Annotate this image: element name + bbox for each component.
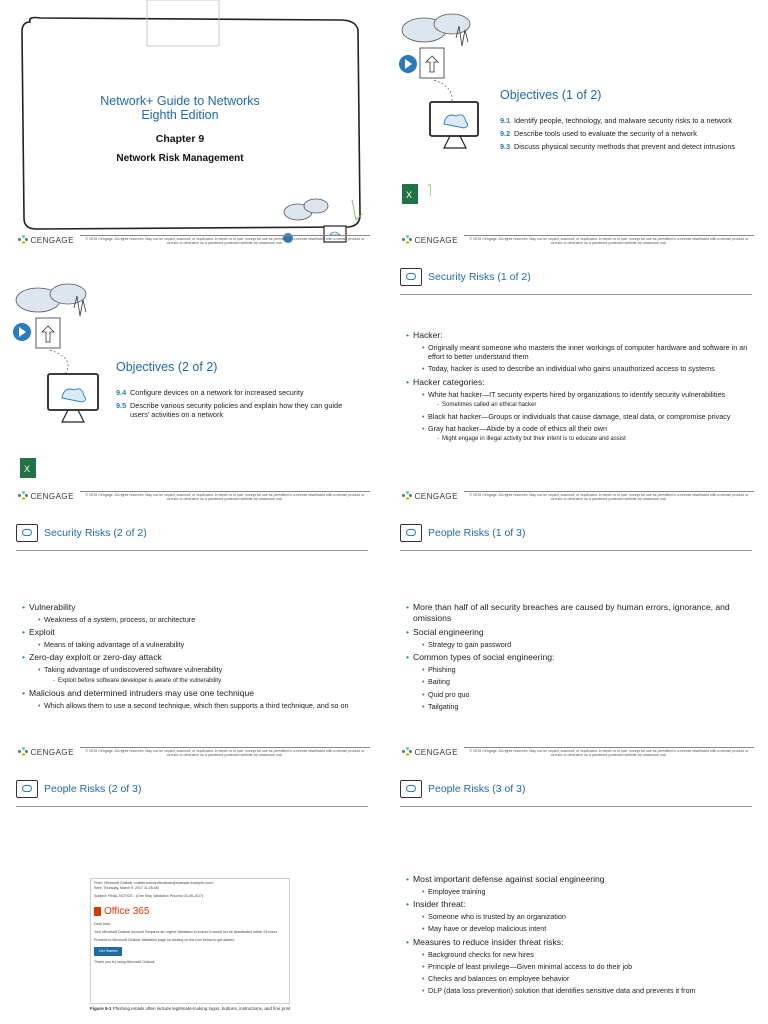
slide-header	[16, 780, 141, 798]
bullet-text: Malicious and determined intruders may use one technique	[29, 687, 254, 698]
bullet-text: Social engineering	[413, 627, 484, 637]
cengage-logo	[18, 491, 74, 501]
sub-bullet-list	[29, 665, 370, 684]
list-item	[22, 688, 370, 710]
list-item: • Background checks for new hires	[422, 950, 754, 959]
chapter-number: Chapter 9	[155, 133, 205, 145]
slide-people-risks-1	[384, 512, 768, 768]
monitor-cloud-icon	[400, 780, 422, 798]
email-body-2: Proceed to Microsoft Outlook Validation page by clicking on the icon below to get started	[94, 938, 235, 942]
svg-text:X: X	[406, 190, 413, 200]
slide-objectives-2	[0, 256, 384, 512]
slide-objectives-1	[384, 0, 768, 256]
objective-item	[116, 388, 356, 397]
monitor-cloud-icon	[400, 524, 422, 542]
sub-bullet-text: Gray hat hacker—Abide by a code of ethics all their own	[428, 424, 607, 434]
bullet-text: Hacker categories:	[413, 376, 485, 387]
slide-people-risks-2	[0, 768, 384, 1024]
objective-number: 9.3	[500, 142, 511, 152]
email-thanks: Thank you for using Microsoft Outlook	[94, 960, 155, 964]
list-item: • Strategy to gain password	[422, 640, 754, 649]
slide-title: Security Risks (1 of 2)	[428, 271, 531, 283]
bullet-list	[22, 602, 370, 713]
monitor-cloud-icon	[400, 268, 422, 286]
slide-security-risks-2	[0, 512, 384, 768]
slide-title: People Risks (3 of 3)	[428, 783, 526, 795]
figure-caption	[90, 1006, 300, 1012]
list-item: - Sometimes called an ethical hacker	[437, 401, 754, 409]
bullet-list	[406, 330, 754, 446]
list-item: • Quid pro quo	[422, 690, 754, 699]
bullet-list	[406, 602, 754, 714]
bullet-text: Hacker:	[413, 330, 443, 340]
list-item	[38, 665, 370, 684]
cengage-wordmark: CENGAGE	[414, 747, 458, 757]
slide-title: Security Risks (2 of 2)	[44, 527, 147, 539]
sub-sub-bullet-list	[44, 677, 370, 685]
figure-label: Figure 9-1	[90, 1006, 112, 1011]
objective-item	[500, 116, 738, 125]
network-doodle	[394, 8, 499, 208]
chapter-title: Network Risk Management	[116, 153, 244, 164]
list-item	[422, 424, 754, 443]
figure-caption-text: Phishing emails often include legitimate-looking logos, buttons, instructions, and fine print	[112, 1006, 291, 1011]
get-started-button[interactable]: Get Started	[94, 947, 122, 956]
sub-bullet-list	[413, 887, 754, 896]
office-logo	[94, 907, 286, 916]
cengage-logo	[402, 491, 458, 501]
slide-footer	[402, 232, 754, 248]
cengage-mark-icon	[402, 747, 411, 757]
list-item: • More than half of all security breaches are caused by human errors, ignorance, and omissions	[406, 602, 754, 624]
slide-header	[16, 524, 147, 542]
sub-bullet-list	[413, 390, 754, 444]
email-greeting: Dear User,	[94, 922, 112, 926]
objective-number: 9.2	[500, 129, 511, 139]
cengage-wordmark: CENGAGE	[30, 747, 74, 757]
list-item	[422, 390, 754, 409]
sub-bullet-list	[413, 950, 754, 996]
network-doodle	[8, 278, 118, 488]
cengage-mark-icon	[18, 235, 27, 245]
list-item	[22, 627, 370, 649]
list-item	[406, 874, 754, 896]
bullet-text: Most important defense against social engineering	[413, 874, 605, 884]
bullet-text: Insider threat:	[413, 899, 466, 910]
list-item: - Might engage in illegal activity but their intent is to educate and assist	[437, 435, 754, 443]
cengage-mark-icon	[402, 491, 411, 501]
list-item: • Originally meant someone who masters the inner workings of computer hardware and software in an effort to better understand them	[422, 343, 754, 361]
sub-bullet-list	[413, 640, 754, 649]
list-item: • Today, hacker is used to describe an individual who gains unauthorized access to systems	[422, 364, 754, 373]
header-divider	[400, 806, 752, 807]
slide-footer	[18, 232, 370, 248]
list-item: • Means of taking advantage of a vulnerability	[38, 640, 370, 649]
email-body-1: Your Microsoft Outlook Account Requires an Urgent Validation to ensure it would not be deactivated within 24 hours	[94, 930, 278, 934]
list-item: • Tailgating	[422, 702, 754, 711]
sub-bullet-text: White hat hacker—IT security experts hired by organizations to identify security vulnerabilities	[428, 389, 726, 399]
email-subject: Subject: FINAL NOTICE - (One Stop Validation Process 03-09-2017)	[94, 894, 204, 898]
list-item	[406, 652, 754, 711]
slide-footer	[18, 744, 370, 760]
header-divider	[16, 806, 368, 807]
cengage-mark-icon	[18, 747, 27, 757]
cengage-logo	[18, 747, 74, 757]
cengage-wordmark: CENGAGE	[30, 491, 74, 501]
phishing-email-figure	[90, 878, 290, 1004]
cengage-logo	[402, 235, 458, 245]
objective-number: 9.5	[116, 401, 127, 411]
cengage-wordmark: CENGAGE	[414, 235, 458, 245]
list-item: • Baiting	[422, 677, 754, 686]
slide-security-risks-1	[384, 256, 768, 512]
bullet-text: Measures to reduce insider threat risks:	[413, 936, 564, 947]
sub-bullet-list	[413, 343, 754, 374]
cengage-wordmark: CENGAGE	[30, 235, 74, 245]
objective-item	[500, 142, 738, 151]
copyright-notice: © 2019 Cengage. All rights reserved. May not be copied, scanned, or duplicated, in whole or in part, except for use as permitted in a license distributed with a certain product or service or otherwise on a password-protected website for classroom use.	[464, 491, 754, 502]
list-item: • Weakness of a system, process, or architecture	[38, 615, 370, 624]
list-item: • Black hat hacker—Groups or individuals that cause damage, steal data, or compromise privacy	[422, 412, 754, 421]
sub-bullet-list	[29, 615, 370, 624]
cengage-wordmark: CENGAGE	[414, 491, 458, 501]
objective-text: Identify people, technology, and malware security risks to a network	[514, 116, 733, 125]
header-divider	[16, 550, 368, 551]
copyright-notice: © 2019 Cengage. All rights reserved. May not be copied, scanned, or duplicated, in whole or in part, except for use as permitted in a license distributed with a certain product or service or otherwise on a password-protected website for classroom use.	[464, 747, 754, 758]
book-title-line1: Network+ Guide to Networks	[100, 94, 260, 108]
objective-item	[500, 129, 738, 138]
bullet-text: Zero-day exploit or zero-day attack	[29, 652, 162, 663]
list-item: • Principle of least privilege—Given minimal access to do their job	[422, 962, 754, 971]
slide-people-risks-3	[384, 768, 768, 1024]
list-item	[22, 602, 370, 624]
list-item: • Phishing	[422, 665, 754, 674]
list-item	[406, 627, 754, 649]
copyright-notice: © 2019 Cengage. All rights reserved. May not be copied, scanned, or duplicated, in whole or in part, except for use as permitted in a license distributed with a certain product or service or otherwise on a password-protected website for classroom use.	[464, 235, 754, 246]
slide-footer	[402, 744, 754, 760]
list-item	[406, 899, 754, 933]
copyright-notice: © 2019 Cengage. All rights reserved. May not be copied, scanned, or duplicated, in whole or in part, except for use as permitted in a license distributed with a certain product or service or otherwise on a password-protected website for classroom use.	[80, 747, 370, 758]
objective-number: 9.4	[116, 388, 127, 397]
objective-text: Discuss physical security methods that prevent and detect intrusions	[514, 142, 736, 152]
copyright-notice: © 2019 Cengage. All rights reserved. May not be copied, scanned, or duplicated, in whole or in part, except for use as permitted in a license distributed with a certain product or service or otherwise on a password-protected website for classroom use.	[80, 491, 370, 502]
objective-item	[116, 401, 356, 419]
list-item	[406, 330, 754, 374]
list-item: • Employee training	[422, 887, 754, 896]
list-item: • Checks and balances on employee behavior	[422, 974, 754, 983]
slide-header	[400, 268, 531, 286]
cengage-logo	[402, 747, 458, 757]
list-item	[406, 937, 754, 996]
header-divider	[400, 550, 752, 551]
slide-title: People Risks (1 of 3)	[428, 527, 526, 539]
list-item: • Someone who is trusted by an organization	[422, 912, 754, 921]
list-item: - Exploit before software developer is aware of the vulnerability	[53, 677, 370, 685]
list-item: • Which allows them to use a second technique, which then supports a third technique, and so on	[38, 701, 370, 710]
monitor-cloud-icon	[16, 524, 38, 542]
svg-text:X: X	[24, 464, 31, 474]
sub-bullet-list	[413, 912, 754, 933]
cengage-mark-icon	[18, 491, 27, 501]
monitor-cloud-icon	[16, 780, 38, 798]
slide-header	[400, 524, 525, 542]
objective-text: Describe various security policies and explain how they can guide users' activities on a network	[130, 401, 343, 420]
sub-bullet-list	[29, 640, 370, 649]
slide-title: Objectives (1 of 2)	[500, 88, 602, 102]
list-item	[406, 377, 754, 444]
office-icon	[94, 907, 101, 916]
bullet-text: Vulnerability	[29, 602, 76, 612]
sub-bullet-text: Taking advantage of undiscovered software vulnerability	[44, 665, 223, 675]
sub-bullet-list	[29, 701, 370, 710]
book-title	[60, 94, 300, 122]
cengage-mark-icon	[402, 235, 411, 245]
list-item: • DLP (data loss prevention) solution that identifies sensitive data and prevents it from	[422, 986, 754, 995]
sub-sub-bullet-list	[428, 435, 754, 443]
email-sent: Sent: Thursday, March 9, 2017 11:25 AM	[94, 886, 159, 890]
slide-title: People Risks (2 of 3)	[44, 783, 142, 795]
slide-title: Objectives (2 of 2)	[116, 360, 218, 374]
bullet-list	[406, 874, 754, 998]
list-item	[22, 652, 370, 684]
sub-sub-bullet-list	[428, 401, 754, 409]
objective-number: 9.1	[500, 116, 511, 125]
office-brand: Office 365	[104, 906, 150, 917]
sub-bullet-list	[413, 665, 754, 711]
slide-title	[0, 0, 384, 256]
slide-header	[400, 780, 525, 798]
objectives-list	[116, 388, 356, 424]
email-from: From: Microsoft Outlook <mailto:microsoftoutlook@example.example.com>	[94, 881, 214, 885]
objective-text: Configure devices on a network for increased security	[130, 388, 304, 397]
objectives-list	[500, 116, 738, 156]
objective-text: Describe tools used to evaluate the security of a network	[514, 129, 697, 139]
slide-footer	[402, 488, 754, 504]
copyright-notice: © 2019 Cengage. All rights reserved. May not be copied, scanned, or duplicated, in whole or in part, except for use as permitted in a license distributed with a certain product or service or otherwise on a password-protected website for classroom use.	[80, 235, 370, 246]
book-title-line2: Eighth Edition	[141, 108, 219, 122]
cengage-logo	[18, 235, 74, 245]
header-divider	[400, 294, 752, 295]
slide-footer	[18, 488, 370, 504]
bullet-text: Common types of social engineering:	[413, 652, 555, 663]
bullet-text: Exploit	[29, 627, 55, 638]
list-item: • May have or develop malicious intent	[422, 924, 754, 933]
